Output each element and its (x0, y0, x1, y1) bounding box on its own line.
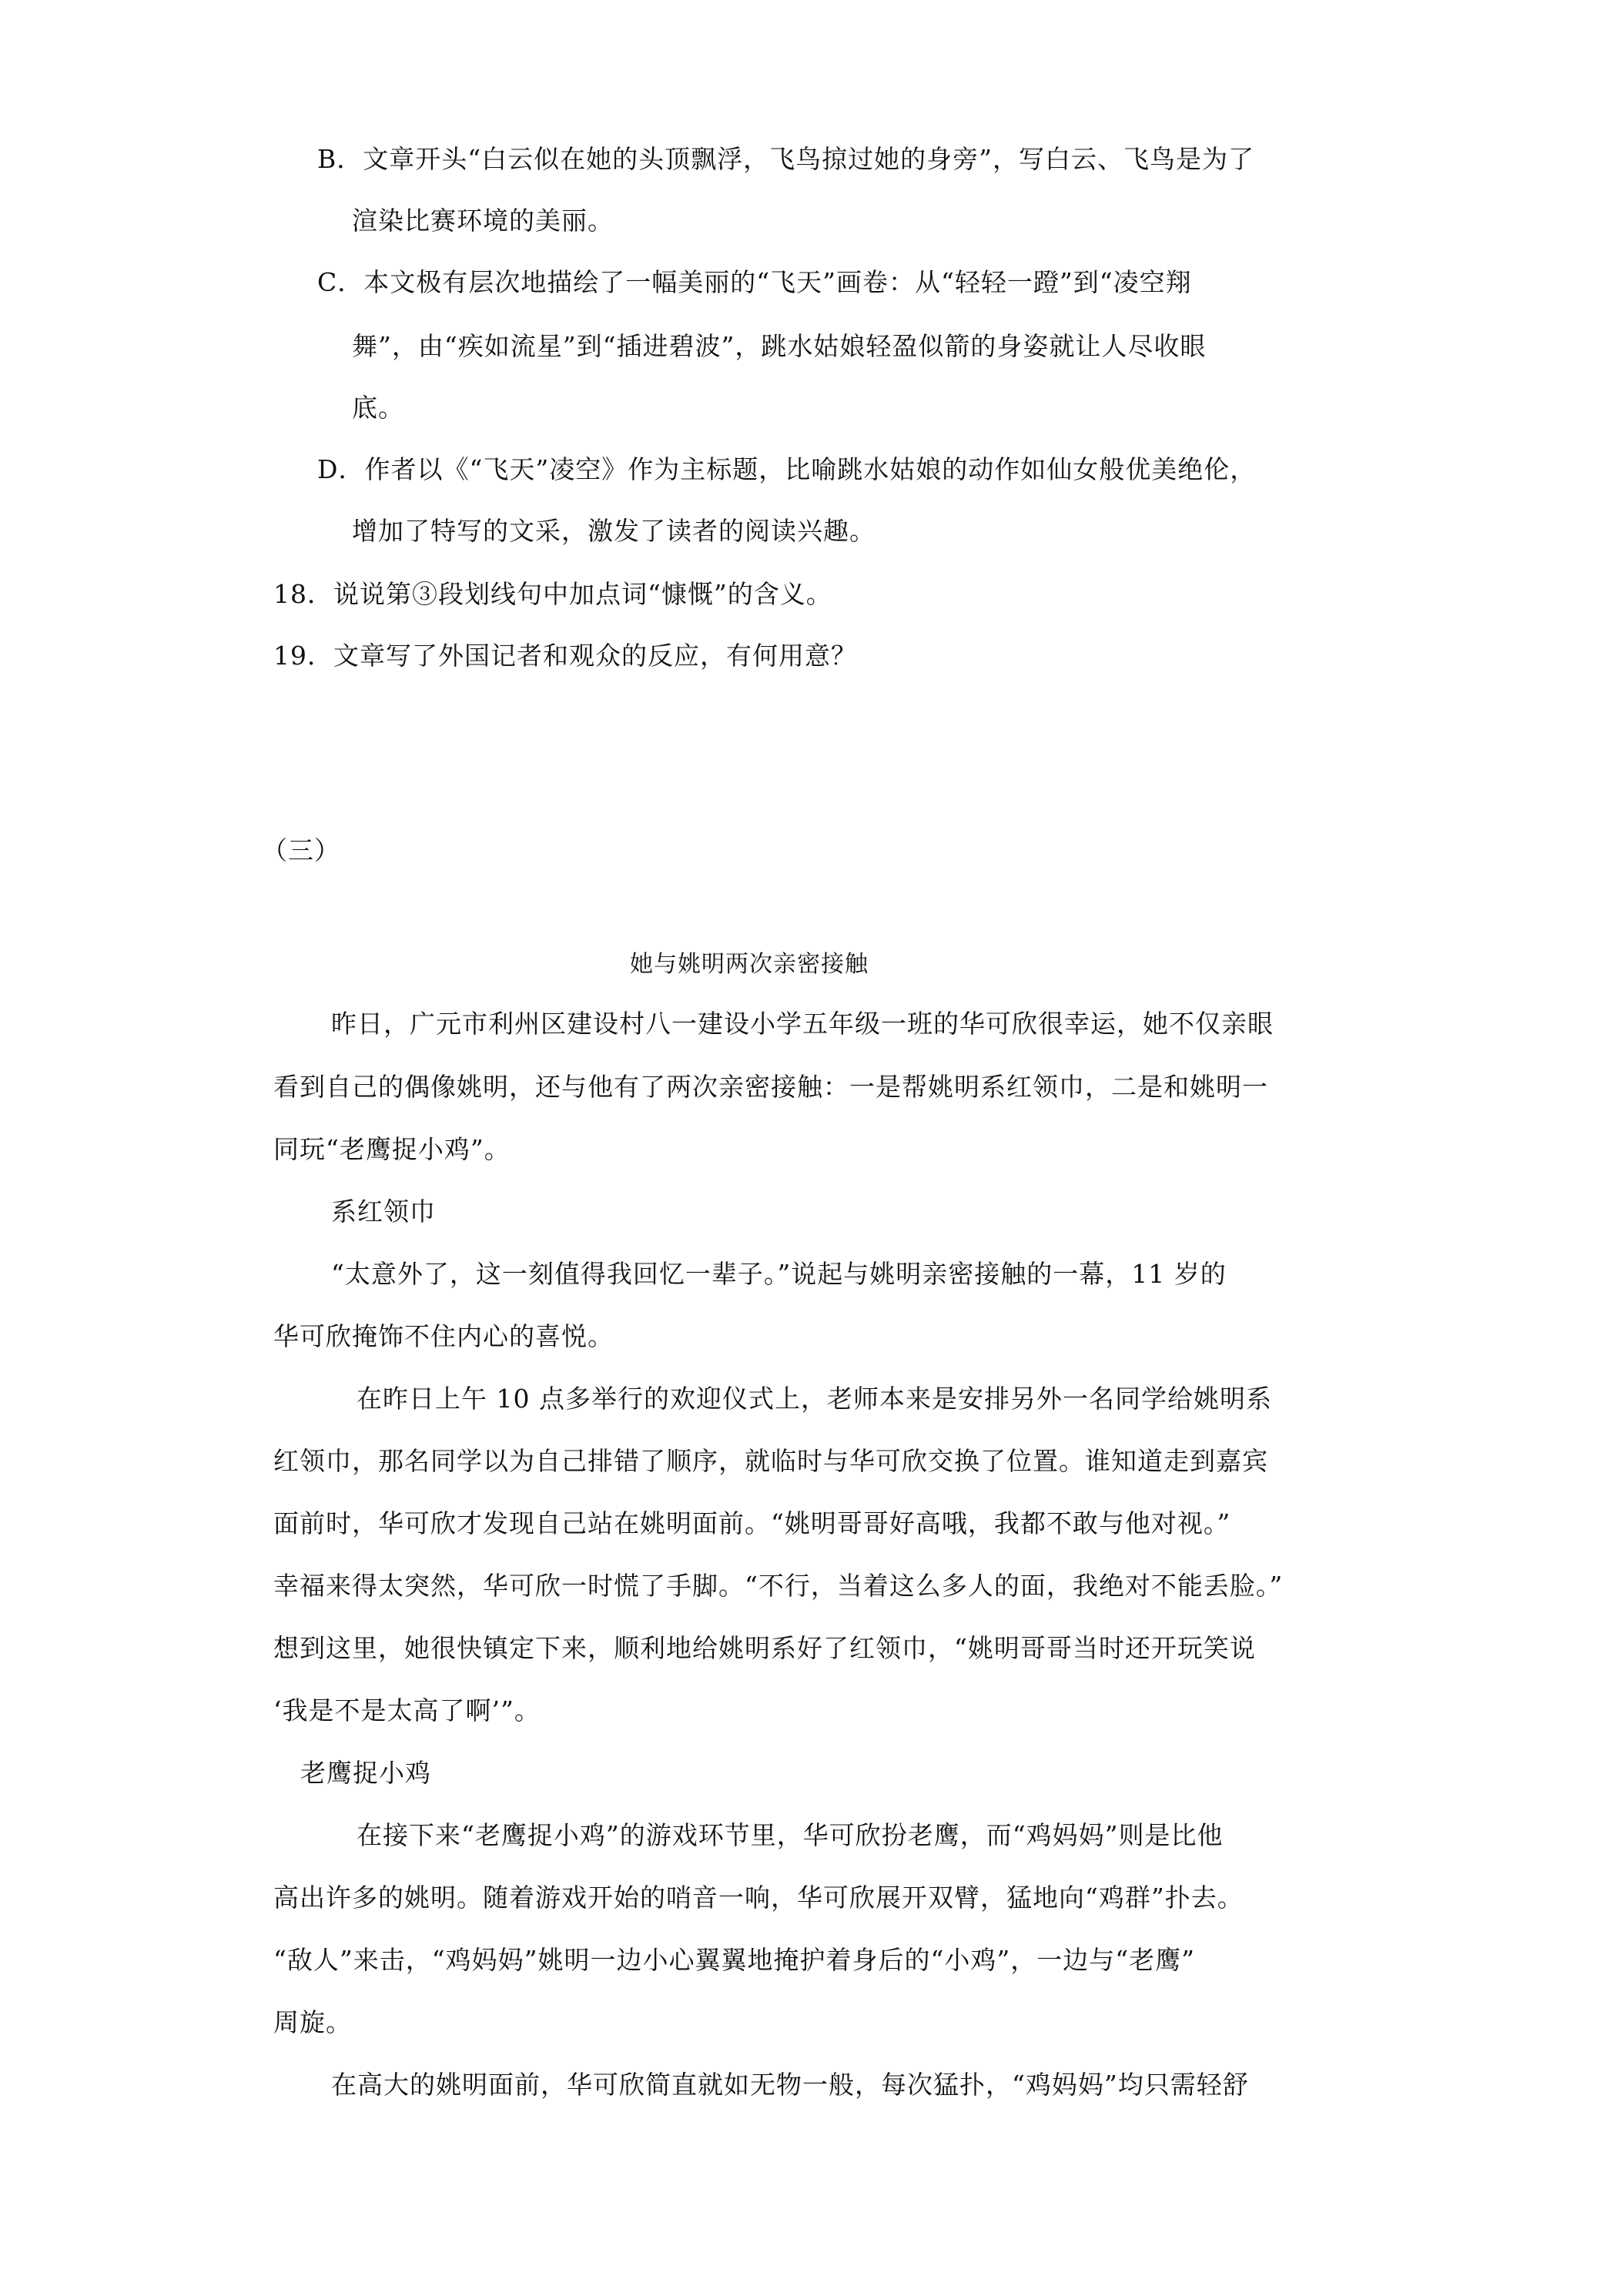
option-b-line-1: B．文章开头“白云似在她的头顶飘浮，飞鸟掠过她的身旁”，写白云、飞鸟是为了 (317, 144, 1254, 174)
paragraph-3-line-4: 幸福来得太突然，华可欣一时慌了手脚。“不行，当着这么多人的面，我绝对不能丢脸。” (273, 1571, 1284, 1601)
paragraph-5-line-1: 在高大的姚明面前，华可欣简直就如无物一般，每次猛扑，“鸡妈妈”均只需轻舒 (331, 2070, 1249, 2100)
question-19: 19．文章写了外国记者和观众的反应，有何用意？ (273, 641, 857, 671)
option-c-line-3: 底。 (352, 393, 404, 423)
paragraph-4-line-4: 周旋。 (273, 2007, 352, 2037)
subheading-tie-scarf: 系红领巾 (331, 1197, 436, 1227)
paragraph-4-line-3: “敌人”来击，“鸡妈妈”姚明一边小心翼翼地掩护着身后的“小鸡”，一边与“老鹰” (273, 1945, 1195, 1975)
paragraph-3-line-3: 面前时，华可欣才发现自己站在姚明面前。“姚明哥哥好高哦，我都不敢与他对视。” (273, 1508, 1231, 1538)
paragraph-1-line-1: 昨日，广元市利州区建设村八一建设小学五年级一班的华可欣很幸运，她不仅亲眼 (331, 1009, 1274, 1039)
option-b-line-2: 渲染比赛环境的美丽。 (352, 206, 614, 236)
article-title: 她与姚明两次亲密接触 (630, 951, 869, 978)
paragraph-3-line-6: ‘我是不是太高了啊’”。 (273, 1695, 541, 1725)
section-label: （三） (262, 835, 340, 865)
question-18: 18．说说第③段划线句中加点词“慷慨”的含义。 (273, 579, 832, 609)
subheading-eagle-game: 老鹰捉小鸡 (300, 1758, 431, 1788)
paragraph-3-line-1: 在昨日上午 10 点多举行的欢迎仪式上，老师本来是安排另外一名同学给姚明系 (357, 1384, 1272, 1414)
paragraph-2-line-2: 华可欣掩饰不住内心的喜悦。 (273, 1321, 614, 1351)
paragraph-4-line-1: 在接下来“老鹰捉小鸡”的游戏环节里，华可欣扮老鹰，而“鸡妈妈”则是比他 (357, 1820, 1224, 1850)
paragraph-1-line-3: 同玩“老鹰捉小鸡”。 (273, 1134, 511, 1164)
option-d-line-1: D．作者以《“飞天”凌空》作为主标题，比喻跳水姑娘的动作如仙女般优美绝伦， (317, 454, 1257, 484)
option-c-line-2: 舞”，由“疾如流星”到“插进碧波”，跳水姑娘轻盈似箭的身姿就让人尽收眼 (352, 331, 1207, 361)
paragraph-1-line-2: 看到自己的偶像姚明，还与他有了两次亲密接触：一是帮姚明系红领巾，二是和姚明一 (273, 1072, 1268, 1102)
paragraph-3-line-2: 红领巾，那名同学以为自己排错了顺序，就临时与华可欣交换了位置。谁知道走到嘉宾 (273, 1446, 1268, 1476)
paragraph-2-line-1: “太意外了，这一刻值得我回忆一辈子。”说起与姚明亲密接触的一幕，11 岁的 (331, 1259, 1227, 1289)
paragraph-3-line-5: 想到这里，她很快镇定下来，顺利地给姚明系好了红领巾，“姚明哥哥当时还开玩笑说 (273, 1633, 1256, 1663)
option-d-line-2: 增加了特写的文采，激发了读者的阅读兴趣。 (352, 516, 876, 546)
paragraph-4-line-2: 高出许多的姚明。随着游戏开始的哨音一响，华可欣展开双臂，猛地向“鸡群”扑去。 (273, 1883, 1244, 1913)
option-c-line-1: C．本文极有层次地描绘了一幅美丽的“飞天”画卷：从“轻轻一蹬”到“凌空翔 (317, 267, 1192, 297)
